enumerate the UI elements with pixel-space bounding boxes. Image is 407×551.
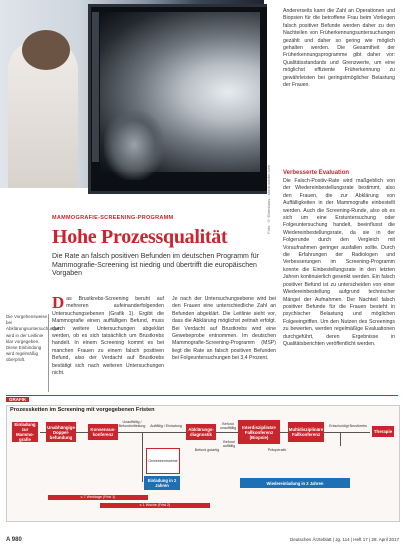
flow-box-therapy: Therapie — [372, 426, 394, 437]
photo-credit: Foto: © Eisenhans - stock.adobe.com — [266, 165, 271, 234]
deadline-bar-1: ≤ 7 Werktage (Frist 1) — [48, 495, 148, 500]
body-column-2: Je nach der Untersuchungsebene wird bei den Frauen eine unterschiedliche Zahl an Befunden abgeklärt. Die Leitlinie sieht vor, dass die Abklärung möglichst zeitnah erfolgt. Bei Verdacht auf Brustkrebs wird eine Gewebeprobe entnommen. Im deutschen Mammografie-Screening-Programm (MSP) liegt die Rate an falsch positiven Befunden bei Folgeuntersuchungen bei 3,4 Prozent. — [172, 296, 276, 362]
kicker: MAMMOGRAFIE-SCREENING-PROGRAMM — [52, 215, 174, 221]
photo-mammogram-detail — [104, 110, 164, 180]
deadline-bar-2: ≤ 1 Woche (Frist 2) — [100, 503, 210, 508]
right-column-text: Die Falsch-Positiv-Rate wird maßgeblich von der Wiedereinbestellungsrate bestimmt, also den Frauen, die zur Abklärung von Auffälligkeiten in der Mammografie einbestellt werden. Auch die Screening-Runde, also ob es sich um eine Erstuntersuchung oder Folgeuntersuchung handelt, beeinflusst die Wiedereinbestellungsrate, da sie in der Folgerunde durch den Vergleich mit Voraufnahmen geringer ausfallen sollte. Durch die Erfahrungen der Radiologen und Verbesserungen im Screening-Programm konnte die Einbestellungsrate in den letzten Jahren kontinuierlich gesenkt werden. Ein falsch positiver Befund ist zu unterscheiden von einer Wiedereinbestellung aufgrund technischer Mängel der Aufnahmen. Der Nachteil falsch positiver Befunde für die Frauen besteht in psychischer Belastung und möglichen Folgeeingriffen. Um den Nutzen des Screenings zu bewerten, werden regelmäßige Evaluationen durchgeführt, deren Ergebnisse in Qualitätsberichten veröffentlicht werden. — [283, 178, 395, 347]
flow-line-down-2 — [340, 432, 341, 446]
photo-monitor-toolbar — [92, 12, 99, 162]
flow-box-reinvitation: Wiedereinladung in 2 Jahren — [240, 478, 350, 488]
flow-box-invitation: Einladung zur Mammo-grafie — [12, 422, 38, 442]
deck: Die Rate an falsch positiven Befunden im deutschen Programm für Mammografie-Screening ist niedrig und übertrifft die europäischen Vorgaben — [52, 253, 259, 278]
graphic-rule — [6, 395, 398, 396]
graphic-label: GRAFIK — [6, 397, 29, 402]
flow-label-suspicious: Befund auffällig — [222, 440, 236, 449]
flow-label-unremarkable: Unauffällig / Befundmitteilung — [118, 420, 146, 429]
flow-label-benign-result: Befund gutartig — [194, 448, 220, 452]
subheading: Verbesserte Evaluation — [283, 170, 350, 176]
flow-box-case-conference: Interdisziplinäre Fallkonferenz (Biopsie) — [238, 420, 280, 444]
sidenote-rule — [48, 314, 49, 392]
flow-box-reinvite-2yr: Einladung in 2 Jahren — [144, 476, 180, 490]
flow-box-mdt: Multidisziplinäre Fallkonferenz — [288, 422, 324, 442]
headline: Hohe Prozessqualität — [52, 226, 228, 248]
flow-label-preoperative: Präoperativ — [267, 448, 287, 452]
body-column-1-text: as Brustkrebs-Screening beruht auf mehreren aufeinanderfolgenden Untersuchungsebenen (Grafik 1). Ergibt die Mammografie einen auffälligen Befund, muss durch weitere Untersuchungen abgeklärt werden, ob es sich tatsächlich um Brustkrebs handelt. In einem Screening kommt es bei manchen Frauen zu einem falsch positiven Befund, also der Verdacht auf Brustkrebs bestätigt sich nach weiteren Untersuchungen nicht. — [52, 296, 164, 377]
flow-box-double-reading: Unabhängige Doppel-befundung — [46, 422, 76, 442]
flow-box-assessment: Abklärungs-diagnostik — [186, 424, 216, 440]
page-number: A 980 — [6, 537, 22, 543]
flow-label-benign: Befund unauffällig — [219, 422, 237, 431]
flow-label-cancer: Entschuldigt Brustkrebs — [329, 424, 367, 428]
flow-note-biopsy: Gewebeentnahme — [146, 448, 180, 474]
journal-footer: Deutsches Ärzteblatt | Jg. 114 | Heft 17 | 28. April 2017 — [290, 537, 399, 542]
right-column-text-top: Andererseits kann die Zahl an Operationen und Biopsien für die betroffene Frau beim Vorliegen falsch positiver Befunde werden daher zu den Nachteilen von Früherkennungsuntersuchungen gezählt und daher so gering wie möglich gehalten werden. Die Gesamtheit der Früherkennungsprogramme gibt daher vor: Qualitätsstandards und Grenzwerte, um eine möglichst effiziente Früherkennung zu gewährleisten bei geringstmöglicher Belastung der Frauen. — [283, 8, 395, 89]
graphic-title: Prozessketten im Screening mit vorgegebenen Fristen — [10, 407, 155, 413]
body-column-1 — [52, 293, 164, 377]
flow-label-invite: Auffällig / Einladung — [150, 424, 182, 428]
flow-line-down-1 — [142, 432, 143, 482]
sidenote: Die Vorgehensweise bei Abklärungsuntersuchungen wird in der Leitlinie klar vorgegeben. Diese Einbindung wird regelmäßig überprüft. — [6, 314, 61, 363]
photo-radiologist-hair — [22, 30, 70, 70]
dropcap: D — [52, 293, 65, 312]
flow-box-consensus: Konsensus-konferenz — [88, 424, 118, 440]
